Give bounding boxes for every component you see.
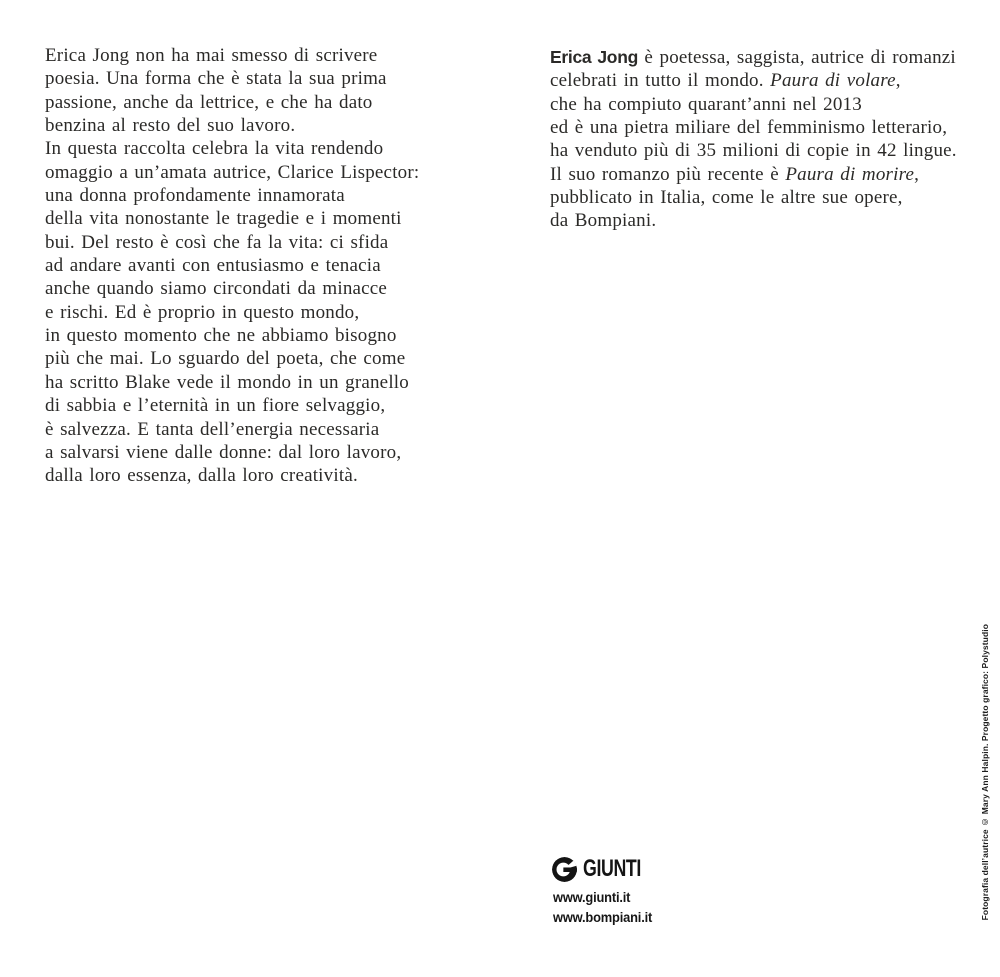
- left-column-text: [45, 44, 505, 488]
- giunti-g-disc-icon: [552, 857, 577, 882]
- text-segment: celebrati in tutto il mondo.: [550, 70, 771, 92]
- text-line: della vita nonostante le tragedie e i momenti: [45, 208, 402, 230]
- text-line: In questa raccolta celebra la vita rendendo: [45, 138, 384, 160]
- website-giunti: www.giunti.it: [553, 889, 631, 905]
- author-name-bold: Erica Jong: [550, 47, 638, 67]
- book-title-italic: Paura di volare: [770, 70, 896, 92]
- text-segment: Il suo romanzo più recente è: [550, 163, 786, 185]
- text-line: a salvarsi viene dalle donne: dal loro lavoro,: [45, 441, 402, 463]
- publisher-wordmark: GIUNTI: [583, 855, 641, 882]
- text-line: passione, anche da lettrice, e che ha dato: [45, 91, 373, 113]
- text-line: [550, 209, 990, 232]
- text-segment: che ha compiuto quarant’anni nel 2013: [550, 93, 862, 115]
- text-segment: è poetessa, saggista, autrice di romanzi: [637, 47, 956, 68]
- text-line: [550, 139, 990, 162]
- text-line: [550, 116, 990, 139]
- text-line: [550, 93, 990, 116]
- text-segment: ed è una pietra miliare del femminismo letterario,: [550, 117, 948, 139]
- text-line: [550, 163, 990, 186]
- text-line: benzina al resto del suo lavoro.: [45, 115, 296, 137]
- text-segment: da Bompiani.: [550, 210, 657, 232]
- text-line: e rischi. Ed è proprio in questo mondo,: [45, 301, 360, 323]
- right-column-author-bio: [550, 46, 990, 233]
- text-line: [550, 69, 990, 92]
- text-line: di sabbia e l’eternità in un fiore selvaggio,: [45, 395, 386, 417]
- text-segment: ,: [895, 70, 901, 92]
- text-line: in questo momento che ne abbiamo bisogno: [45, 325, 397, 347]
- text-segment: ha venduto più di 35 milioni di copie in 42 lingue.: [550, 140, 957, 162]
- text-line: Erica Jong non ha mai smesso di scrivere: [45, 45, 378, 66]
- text-line: [550, 186, 990, 209]
- photo-credit-vertical: Fotografia dell’autrice © Mary Ann Halpin. Progetto grafico: Polystudio: [980, 623, 990, 920]
- text-line: dalla loro essenza, dalla loro creatività.: [45, 465, 358, 487]
- text-line: ad andare avanti con entusiasmo e tenacia: [45, 255, 381, 277]
- publisher-logo: [552, 856, 661, 882]
- text-line: una donna profondamente innamorata: [45, 185, 345, 207]
- text-segment: ,: [914, 163, 920, 185]
- publisher-websites: [553, 887, 652, 927]
- text-line: bui. Del resto è così che fa la vita: ci sfida: [45, 231, 389, 253]
- text-segment: pubblicato in Italia, come le altre sue opere,: [550, 187, 903, 209]
- text-line: ha scritto Blake vede il mondo in un granello: [45, 371, 409, 393]
- book-title-italic: Paura di morire: [785, 163, 915, 185]
- text-line: omaggio a un’amata autrice, Clarice Lispector:: [45, 161, 420, 183]
- website-bompiani: www.bompiani.it: [553, 909, 653, 925]
- text-line: anche quando siamo circondati da minacce: [45, 278, 388, 300]
- text-line: [550, 46, 990, 69]
- text-line: poesia. Una forma che è stata la sua prima: [45, 68, 387, 90]
- text-line: più che mai. Lo sguardo del poeta, che come: [45, 348, 406, 370]
- text-line: è salvezza. E tanta dell’energia necessaria: [45, 418, 380, 440]
